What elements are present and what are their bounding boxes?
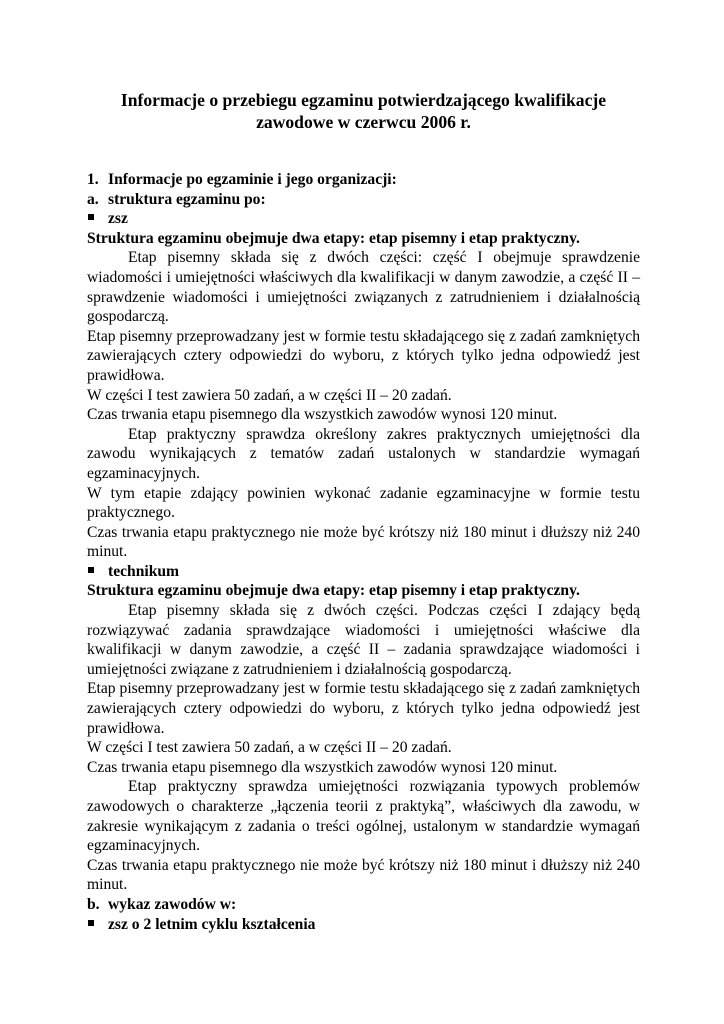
zsz-paragraph: W tym etapie zdający powinien wykonać zadanie egzaminacyjne w formie testu praktycznego. bbox=[87, 484, 640, 522]
technikum-paragraph: Czas trwania etapu praktycznego nie może być krótszy niż 180 minut i dłuższy niż 240 minut. bbox=[87, 856, 640, 894]
zsz-paragraph: Czas trwania etapu praktycznego nie może być krótszy niż 180 minut i dłuższy niż 240 minut. bbox=[87, 523, 640, 561]
square-bullet-icon bbox=[87, 915, 108, 935]
subsection-heading-text: wykaz zawodów w: bbox=[108, 895, 237, 913]
subsection-letter: a. bbox=[87, 190, 99, 208]
subsection-heading-text: struktura egzaminu po: bbox=[108, 190, 266, 208]
section-heading-text: Informacje po egzaminie i jego organizacji: bbox=[108, 171, 397, 188]
zsz-paragraph: W części I test zawiera 50 zadań, a w części II – 20 zadań. bbox=[87, 386, 452, 404]
zsz-paragraph: Etap praktyczny sprawdza określony zakres praktycznych umiejętności dla zawodu wynikających z tematów zadań ustalonych w standardzie wymagań egzaminacyjnych. bbox=[87, 425, 640, 482]
subsection-b-heading bbox=[87, 895, 640, 915]
square-bullet-icon bbox=[87, 562, 108, 582]
zsz-paragraph: Czas trwania etapu pisemnego dla wszystkich zawodów wynosi 120 minut. bbox=[87, 406, 558, 424]
zsz-structure: Struktura egzaminu obejmuje dwa etapy: etap pisemny i etap praktyczny. bbox=[87, 229, 580, 247]
bullet-label: zsz bbox=[108, 210, 128, 228]
zsz-paragraph: Etap pisemny składa się z dwóch części: część I obejmuje sprawdzenie wiadomości i umiejętności właściwych dla kwalifikacji w danym zawodzie, a część II – sprawdzenie wiadomości i umiejętności związanych z zatrudnieniem i działalnością gospodarczą. bbox=[87, 249, 640, 326]
technikum-structure: Struktura egzaminu obejmuje dwa etapy: etap pisemny i etap praktyczny. bbox=[87, 582, 580, 600]
bullet-label: technikum bbox=[108, 562, 180, 580]
document-title bbox=[87, 0, 640, 133]
section-number: 1. bbox=[87, 171, 99, 188]
document-page bbox=[87, 0, 640, 934]
technikum-paragraph: Etap pisemny przeprowadzany jest w formie testu składającego się z zadań zamkniętych zawierających cztery odpowiedzi do wyboru, z których tylko jedna odpowiedź jest prawidłowa. bbox=[87, 680, 640, 737]
bullet-zsz bbox=[87, 209, 640, 229]
technikum-paragraph: Etap pisemny składa się z dwóch części. Podczas części I zdający będą rozwiązywać zadania sprawdzające wiadomości i umiejętności właściwe dla kwalifikacji w danym zawodzie, a część II – zadania sprawdzające wiadomości i umiejętności związane z zatrudnieniem i działalnością gospodarczą. bbox=[87, 602, 640, 678]
subsection-letter: b. bbox=[87, 895, 100, 913]
bullet-label: zsz o 2 letnim cyklu kształcenia bbox=[108, 915, 316, 933]
document-body bbox=[87, 170, 640, 934]
technikum-paragraph: W części I test zawiera 50 zadań, a w części II – 20 zadań. bbox=[87, 739, 452, 757]
square-bullet-icon bbox=[87, 209, 108, 229]
title-line-2: zawodowe w czerwcu 2006 r. bbox=[256, 112, 471, 132]
bullet-zsz-2-year bbox=[87, 915, 640, 935]
technikum-paragraph: Czas trwania etapu pisemnego dla wszystkich zawodów wynosi 120 minut. bbox=[87, 758, 558, 776]
subsection-a-heading bbox=[87, 190, 640, 210]
section-1-heading bbox=[87, 170, 640, 190]
technikum-paragraph: Etap praktyczny sprawdza umiejętności rozwiązania typowych problemów zawodowych o charakterze „łączenia teorii z praktyką”, właściwych dla zawodu, w zakresie wynikającym z zadania o treści ogólnej, ustalonym w standardzie wymagań egzaminacyjnych. bbox=[87, 778, 640, 855]
zsz-paragraph: Etap pisemny przeprowadzany jest w formie testu składającego się z zadań zamkniętych zawierających cztery odpowiedzi do wyboru, z których tylko jedna odpowiedź jest prawidłowa. bbox=[87, 327, 640, 384]
title-line-1: Informacje o przebiegu egzaminu potwierdzającego kwalifikacje bbox=[120, 90, 607, 110]
bullet-technikum bbox=[87, 562, 640, 582]
